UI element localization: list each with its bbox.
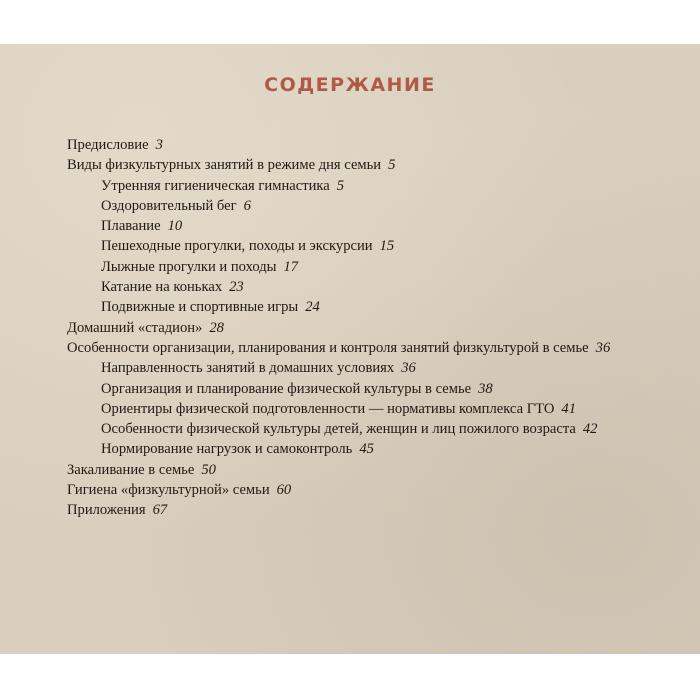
toc-page-number: 17 [283, 258, 299, 275]
toc-entry [67, 176, 667, 196]
toc-entry-text: Виды физкультурных занятий в режиме дня семьи [67, 157, 382, 174]
toc-entry-text: Направленность занятий в домашних условиях [101, 360, 395, 377]
toc-entry [67, 419, 667, 439]
toc-entry-text: Предисловие [67, 137, 149, 153]
toc-page-number: 15 [379, 238, 395, 255]
toc-entry [67, 439, 667, 459]
toc-page-number: 5 [388, 157, 396, 174]
toc-entry [67, 500, 667, 520]
toc-page-number: 42 [582, 421, 598, 438]
toc-page-number: 10 [167, 218, 183, 235]
toc-entry-text: Приложения [67, 502, 146, 519]
toc-page-number: 45 [359, 441, 374, 458]
toc-page-number: 24 [305, 299, 320, 316]
toc-entry [67, 460, 667, 480]
toc-entry-text: Оздоровительный бег [101, 197, 237, 214]
toc-entry-text: Закаливание в семье [67, 461, 195, 478]
toc-entry-text: Особенности организации, планирования и контроля занятий физкультурой в семье [67, 339, 589, 356]
toc-entry [67, 480, 667, 500]
toc-page-number: 60 [276, 482, 292, 499]
toc-entry-text: Ориентиры физической подготовленности — нормативы комплекса ГТО [101, 400, 555, 417]
toc-entry [67, 297, 667, 317]
toc-page-number: 41 [561, 400, 577, 417]
toc-entry-text: Нормирование нагрузок и самоконтроль [101, 441, 353, 458]
toc-entry [67, 135, 667, 155]
toc-entry-text: Подвижные и спортивные игры [101, 299, 299, 316]
toc-entry [67, 399, 667, 419]
toc-entry-text: Домашний «стадион» [67, 319, 203, 336]
toc-page-number: 3 [155, 137, 163, 153]
toc-page-number: 38 [478, 380, 493, 397]
toc-entry [67, 318, 667, 338]
toc-entry-text: Плавание [101, 218, 161, 235]
toc-page-number: 36 [595, 339, 611, 356]
toc-page-number: 36 [401, 360, 416, 377]
toc-page-number: 67 [152, 502, 168, 519]
toc-entry [67, 155, 667, 175]
toc-entry [67, 216, 667, 236]
toc-page-number: 23 [229, 279, 244, 296]
toc-entry [67, 358, 667, 378]
toc-entry-text: Лыжные прогулки и походы [101, 258, 277, 275]
toc-page-number: 28 [209, 319, 224, 336]
toc-entry-text: Организация и планирование физической культуры в семье [101, 380, 472, 397]
toc-entry-text: Гигиена «физкультурной» семьи [67, 482, 270, 499]
toc-entry [67, 379, 667, 399]
toc-page-number: 5 [336, 177, 345, 194]
toc-entry-text: Катание на коньках [101, 279, 223, 296]
page-title: СОДЕРЖАНИЕ [264, 74, 436, 96]
toc-entry-text: Утренняя гигиеническая гимнастика [101, 177, 330, 194]
toc-entry [67, 257, 667, 277]
toc-entry [67, 338, 667, 358]
table-of-contents [67, 135, 667, 521]
toc-entry [67, 236, 667, 256]
toc-entry-text: Особенности физической культуры детей, женщин и лиц пожилого возраста [101, 421, 576, 438]
toc-entry-text: Пешеходные прогулки, походы и экскурсии [101, 238, 373, 255]
toc-entry [67, 277, 667, 297]
book-page [0, 44, 700, 654]
toc-page-number: 50 [201, 461, 216, 478]
toc-entry [67, 196, 667, 216]
toc-page-number: 6 [243, 197, 251, 214]
